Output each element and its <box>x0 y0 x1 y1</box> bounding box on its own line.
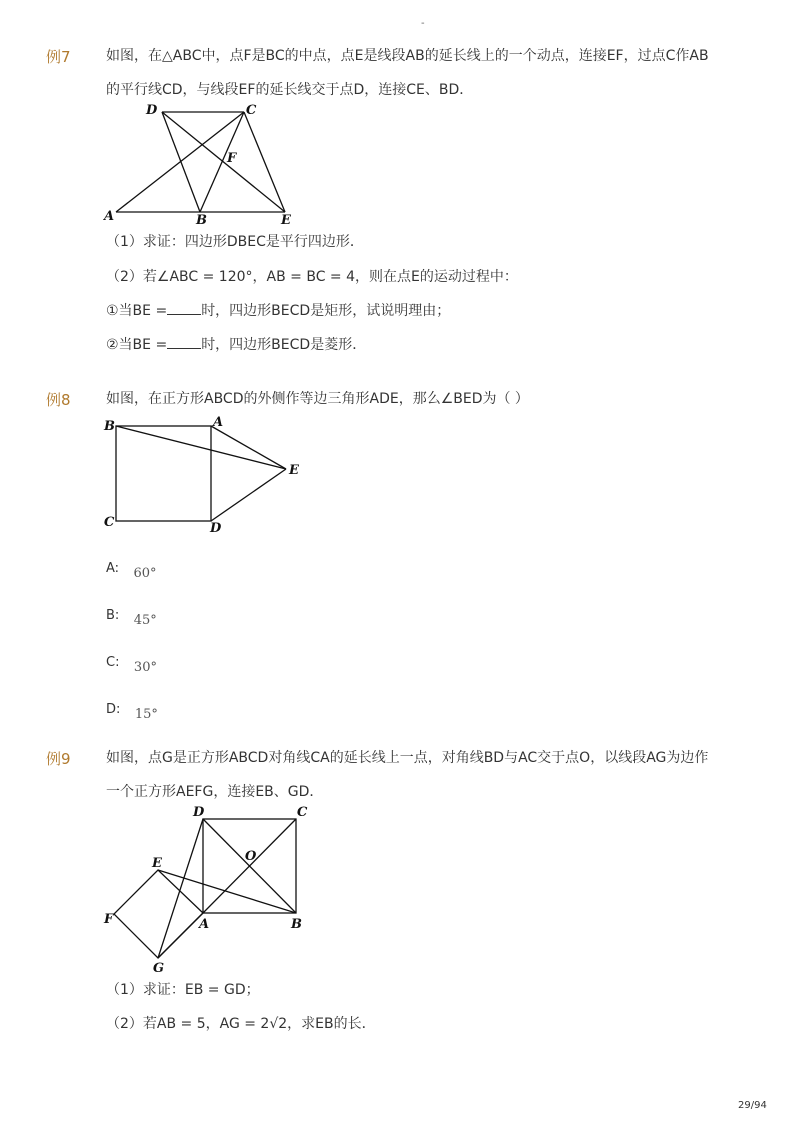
option-letter: C: <box>106 655 120 670</box>
option-a[interactable] <box>106 560 157 581</box>
option-value: 60° <box>133 566 157 581</box>
label-C: C <box>297 805 308 820</box>
example-8-line-1: 如图，在正方形ABCD的外侧作等边三角形ADE，那么∠BED为（ ） <box>106 391 529 407</box>
seg-GD <box>158 819 203 958</box>
example-7-figure <box>100 100 300 230</box>
label-B: B <box>104 419 115 434</box>
label-E: E <box>281 213 291 228</box>
example-9-question-1: （1）求证：EB = GD； <box>106 982 260 998</box>
example-9-figure <box>100 800 320 980</box>
option-letter: A: <box>106 561 120 576</box>
option-value: 45° <box>133 613 157 628</box>
option-letter: D: <box>106 702 121 717</box>
example-9-line-1: 如图，点G是正方形ABCD对角线CA的延长线上一点，对角线BD与AC交于点O，以线段AG为边作 <box>106 750 709 766</box>
label-F: F <box>227 151 237 166</box>
label-A: A <box>199 917 210 932</box>
option-c[interactable] <box>106 654 157 675</box>
label-D: D <box>146 103 158 118</box>
seg-CB <box>200 112 244 212</box>
label-O: O <box>245 849 257 864</box>
option-d[interactable] <box>106 701 158 722</box>
label-A: A <box>104 209 115 224</box>
seg-AE <box>211 426 286 469</box>
square-AEFG <box>114 870 203 958</box>
example-7-question-2b <box>106 335 366 355</box>
example-9-line-2: 一个正方形AEFG，连接EB、GD． <box>106 784 324 800</box>
q2b-prefix: ②当BE = <box>106 337 168 353</box>
seg-CE <box>244 112 285 212</box>
square-ABCD <box>116 426 211 521</box>
option-b[interactable] <box>106 607 157 628</box>
q2a-suffix: 时，四边形BECD是矩形，试说明理由； <box>201 303 451 319</box>
example-9-label: 例9 <box>46 750 71 768</box>
label-B: B <box>196 213 207 228</box>
q2b-suffix: 时，四边形BECD是菱形． <box>201 337 367 353</box>
example-9-question-2: （2）若AB = 5，AG = 2√2，求EB的长． <box>106 1016 376 1032</box>
example-7-question-2a <box>106 301 450 321</box>
option-value: 15° <box>134 707 158 722</box>
page-number: 29/94 <box>738 1100 767 1111</box>
label-F: F <box>104 912 114 927</box>
label-D: D <box>210 521 222 536</box>
top-mark: - <box>421 18 425 29</box>
answer-blank[interactable] <box>167 335 201 349</box>
example-8-figure <box>100 412 310 537</box>
label-G: G <box>153 961 165 976</box>
example-7-question-1: （1）求证：四边形DBEC是平行四边形． <box>106 234 364 250</box>
answer-blank[interactable] <box>167 301 201 315</box>
label-C: C <box>246 103 257 118</box>
seg-DE <box>211 469 286 521</box>
label-A: A <box>213 415 224 430</box>
label-D: D <box>193 805 205 820</box>
option-value: 30° <box>133 660 157 675</box>
label-E: E <box>152 856 162 871</box>
seg-BE <box>116 426 286 469</box>
example-7-label: 例7 <box>46 48 71 66</box>
example-8-label: 例8 <box>46 391 71 409</box>
q2a-prefix: ①当BE = <box>106 303 168 319</box>
option-letter: B: <box>106 608 120 623</box>
label-E: E <box>289 463 299 478</box>
label-C: C <box>104 515 115 530</box>
example-7-line-1: 如图，在△ABC中，点F是BC的中点，点E是线段AB的延长线上的一个动点，连接EF，过点C作AB <box>106 48 709 64</box>
label-B: B <box>291 917 302 932</box>
example-7-line-2: 的平行线CD，与线段EF的延长线交于点D，连接CE、BD． <box>106 82 474 98</box>
example-7-question-2: （2）若∠ABC = 120°，AB = BC = 4，则在点E的运动过程中： <box>106 269 518 285</box>
